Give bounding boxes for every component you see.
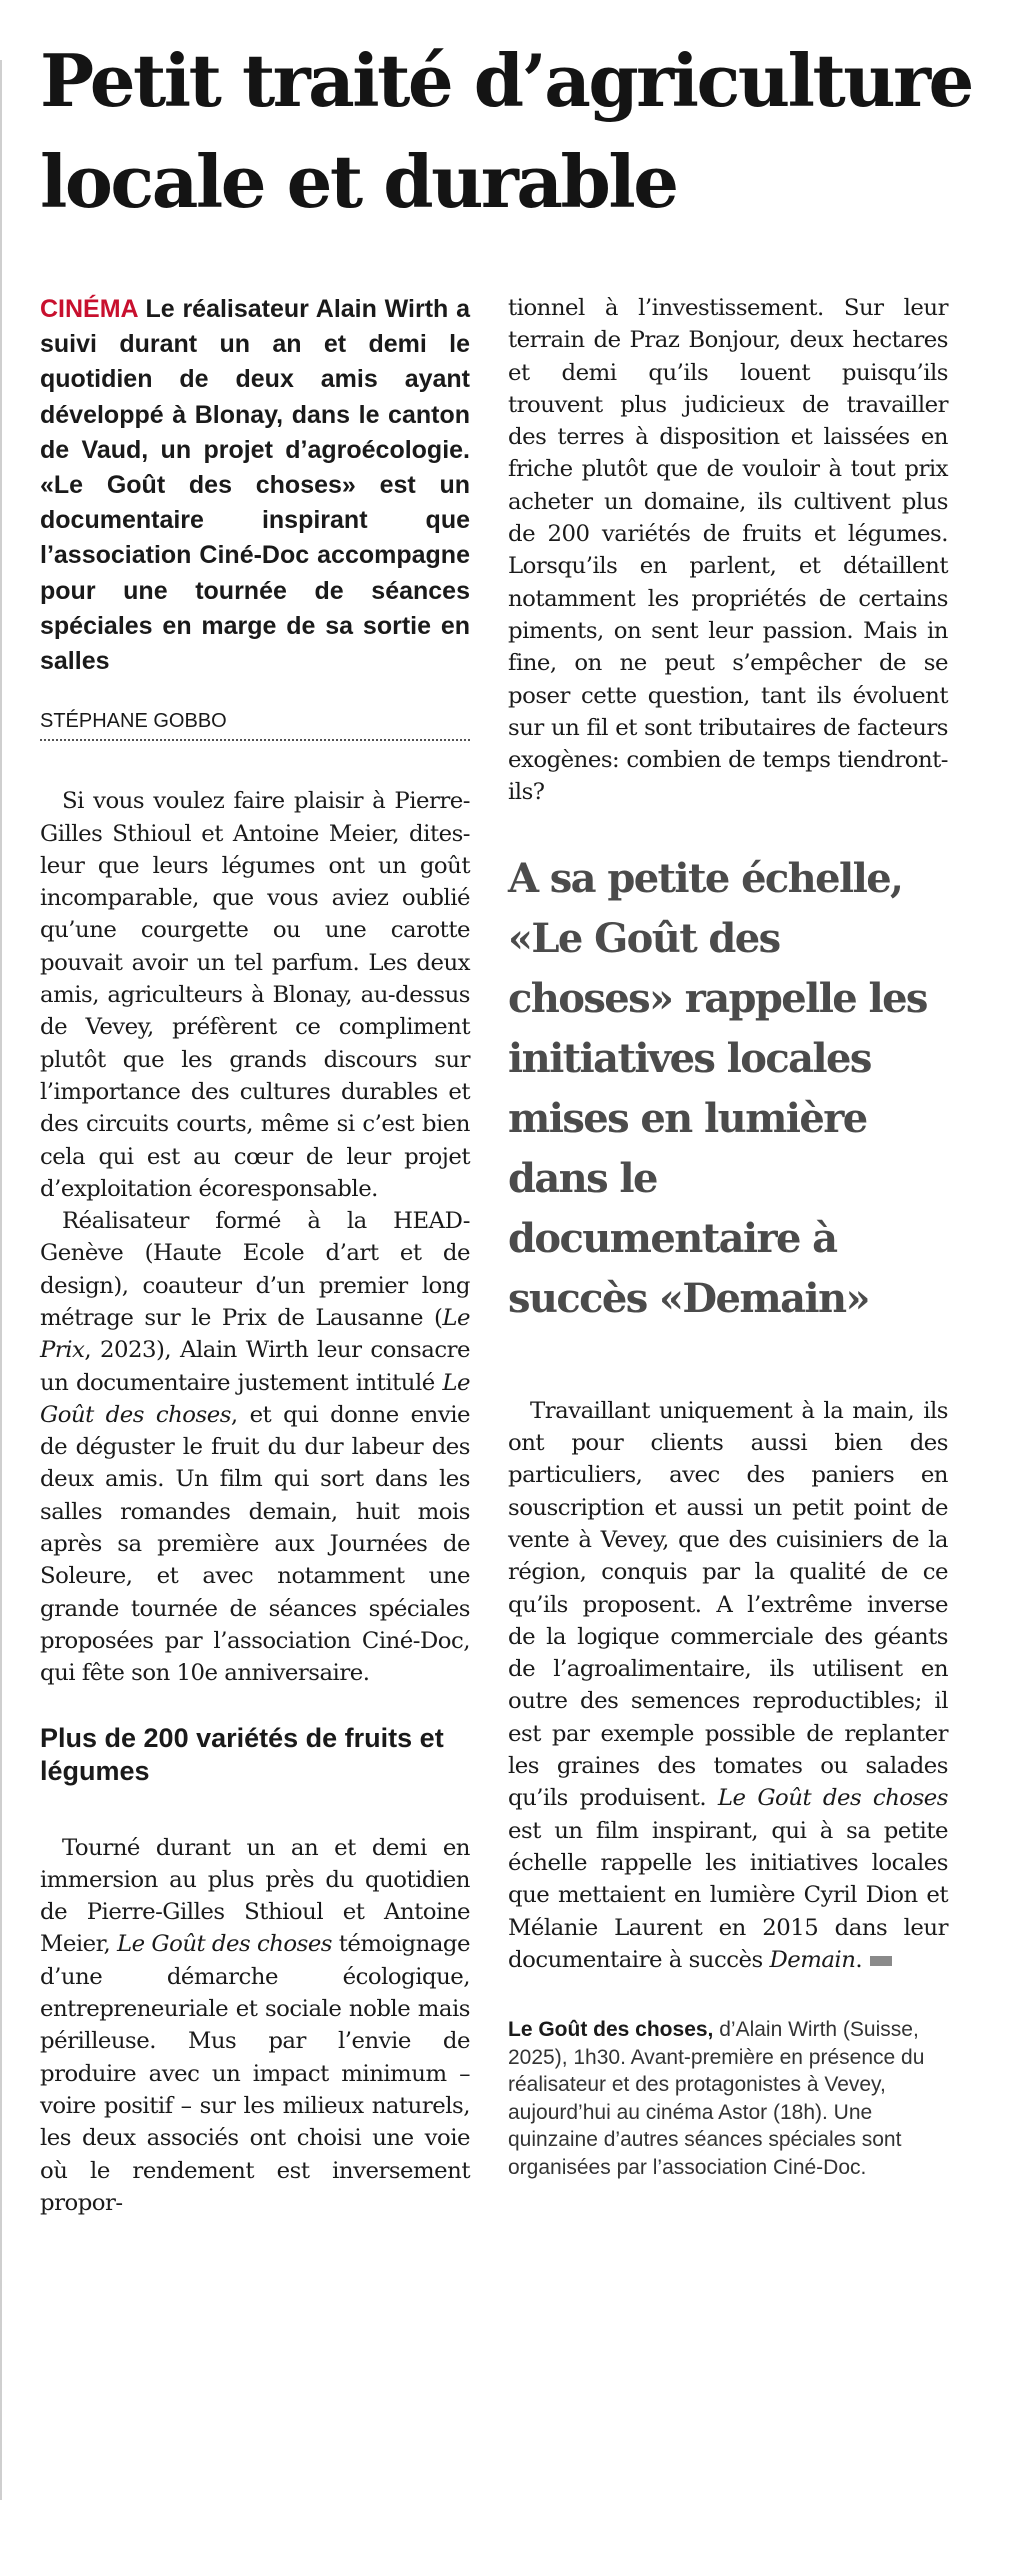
paragraph-continued-text: tionnel à l’investissement. Sur leur terrain de Praz Bonjour, deux hectares et demi qu’ils louent puisqu’ils trouvent plus judicieux de travailler des terres à disposition et laissées en friche plutôt que de vouloir à tout prix acheter un domaine, ils cultivent plus de 200 variétés de fruits et légumes. Lorsqu’ils en parlent, et détaillent notamment les propriétés de certains piments, on sent leur passion. Mais in fine, on ne peut s’empêcher de se poser cette question, tant ils évoluent sur un fil et sont tributaires de facteurs exogènes: combien de temps tiendront-ils? xyxy=(508,295,948,806)
paragraph-continued xyxy=(508,292,948,809)
pull-quote: A sa petite échelle, «Le Goût des choses» rappelle les initiatives locales mises en lumière dans le documentaire à succès «Demain» xyxy=(508,854,927,1322)
paragraph-2 xyxy=(40,1205,470,1689)
column-left xyxy=(40,292,470,2219)
paragraph-1 xyxy=(40,785,470,1205)
paragraph-final xyxy=(508,1395,948,1976)
paragraph-1-text: Si vous voulez faire plaisir à Pierre-Gilles Sthioul et Antoine Meier, dites-leur que leurs légumes ont un goût incomparable, que vous aviez oublié qu’une courgette ou une carotte pouvait avoir un tel parfum. Les deux amis, agriculteurs à Blonay, au-dessus de Vevey, préfèrent ce compliment plutôt que les grands discours sur l’importance des cultures durables et des circuits courts, même si c’est bien cela qui est au cœur de leur projet d’exploitation écoresponsable. xyxy=(40,788,470,1202)
rubric-label: CINÉMA xyxy=(40,295,138,323)
article-body-right-2 xyxy=(508,1395,948,1976)
lede-text: Le réalisateur Alain Wirth a suivi durant un an et demi le quotidien de deux amis ayant développé à Blonay, dans le canton de Vaud, un projet d’agroécologie. «Le Goût des choses» est un documentaire inspirant que l’association Ciné-Doc accompagne pour une tournée de séances spéciales en marge de sa sortie en salles xyxy=(40,295,471,676)
info-text: d’Alain Wirth (Suisse, 2025), 1h30. Avant-première en présence du réalisateur et des protagonistes à Vevey, aujourd’hui au cinéma Astor (18h). Une quinzaine d’autres séances spéciales sont organisées par l’association Ciné-Doc. xyxy=(508,2018,925,2179)
headline: Petit traité d’agriculture locale et durable xyxy=(40,38,972,224)
film-title-gout: Le Goût des choses xyxy=(40,1369,470,1428)
lede xyxy=(40,292,470,679)
byline: STÉPHANE GOBBO xyxy=(40,707,470,741)
film-title-le-prix: Le Prix xyxy=(40,1304,470,1364)
film-title-gout: Le Goût des choses xyxy=(717,1785,949,1812)
article-body-right xyxy=(508,292,948,809)
paragraph-3 xyxy=(40,1832,470,2220)
paragraph-final-text-b: est un film inspirant, qui à sa petite échelle rappelle les initiatives locales que mettaient en lumière Cyril Dion et Mélanie Laurent en 2015 dans leur documentaire à succès xyxy=(508,1817,948,1973)
info-title: Le Goût des choses, xyxy=(508,2018,714,2042)
column-rule xyxy=(0,60,2,2500)
paragraph-3-text-b: témoignage d’une démarche écologique, entrepreneuriale et sociale noble mais périlleuse. Mus par l’envie de produire avec un impact minimum – voire positif – sur les milieux naturels, les deux associés ont choisi une voie où le rendement est inversement propor- xyxy=(40,1931,470,2216)
film-title-demain: Demain xyxy=(769,1946,856,1973)
paragraph-final-text-a: Travaillant uniquement à la main, ils ont pour clients aussi bien des particuliers, avec des paniers en souscription et aussi un petit point de vente à Vevey, que des cuisiniers de la région, conquis par la qualité de ce qu’ils proposent. A l’extrême inverse de la logique commerciale des géants de l’agroalimentaire, ils utilisent en outre des semences reproductibles; il est par exemple possible de replanter les graines des tomates ou salades qu’ils produisent. xyxy=(508,1397,948,1812)
subheading: Plus de 200 variétés de fruits et légumes xyxy=(40,1722,444,1786)
paragraph-2-text-a: Réalisateur formé à la HEAD-Genève (Haute Ecole d’art et de design), coauteur d’un premier long métrage sur le Prix de Lausanne ( xyxy=(40,1208,470,1331)
paragraph-2-text-b: , 2023), Alain Wirth leur consacre un documentaire justement intitulé xyxy=(40,1337,470,1396)
end-of-article-icon xyxy=(870,1956,892,1966)
paragraph-2-text-c: , et qui donne envie de déguster le fruit du dur labeur des deux amis. Un film qui sort dans les salles romandes demain, huit mois après sa première aux Journées de Soleure, et avec notamment une grande tournée de séances spéciales proposées par l’association Ciné-Doc, qui fête son 10e anniversaire. xyxy=(40,1401,470,1687)
paragraph-3-text-a: Tourné durant un an et demi en immersion au plus près du quotidien de Pierre-Gilles Sthioul et Antoine Meier, xyxy=(40,1834,470,1958)
paragraph-final-text-c: . xyxy=(855,1946,863,1973)
article-body-left-2 xyxy=(40,1832,470,2220)
film-title-gout: Le Goût des choses xyxy=(117,1931,333,1958)
film-info-box xyxy=(508,2016,948,2181)
column-right xyxy=(508,292,948,2181)
article-body-left xyxy=(40,785,470,1689)
